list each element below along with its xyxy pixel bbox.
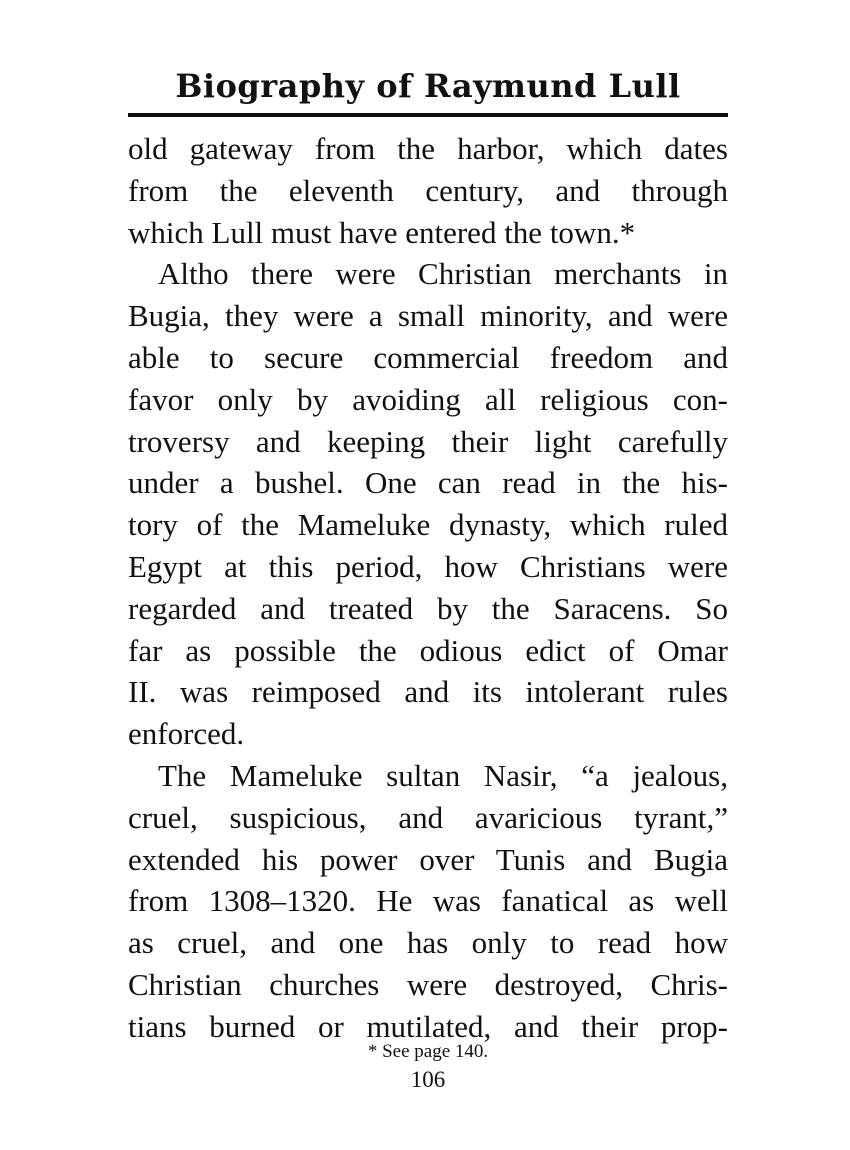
- text-line: which Lull must have entered the town.*: [128, 214, 636, 250]
- page-number: 106: [410, 1067, 446, 1092]
- text-line: regarded and treated by the Saracens. So: [128, 590, 728, 626]
- text-line: far as possible the odious edict of Omar: [128, 632, 728, 668]
- text-line: extended his power over Tunis and Bugia: [128, 841, 728, 877]
- header-rule: [128, 113, 728, 117]
- text-line: Altho there were Christian merchants in: [158, 256, 728, 292]
- running-head: Biography of Raymund Lull: [175, 67, 681, 105]
- text-line: The Mameluke sultan Nasir, “a jealous,: [158, 757, 728, 793]
- text-line: cruel, suspicious, and avaricious tyrant,”: [128, 799, 728, 835]
- text-line: troversy and keeping their light carefully: [128, 423, 728, 459]
- text-line: as cruel, and one has only to read how: [128, 925, 728, 961]
- text-line: from 1308–1320. He was fanatical as well: [128, 883, 728, 919]
- text-line: Bugia, they were a small minority, and were: [128, 298, 728, 334]
- text-line: old gateway from the harbor, which dates: [128, 131, 728, 166]
- text-line: enforced.: [128, 716, 245, 752]
- text-line: Christian churches were destroyed, Chris-: [128, 966, 728, 1002]
- text-line: II. was reimposed and its intolerant rules: [128, 674, 728, 710]
- text-line: tory of the Mameluke dynasty, which ruled: [128, 507, 728, 543]
- text-line: favor only by avoiding all religious con-: [128, 381, 728, 417]
- text-line: Egypt at this period, how Christians were: [128, 548, 728, 584]
- text-line: tians burned or mutilated, and their prop-: [128, 1008, 728, 1044]
- footnote: * See page 140.: [367, 1041, 489, 1062]
- body-text: [128, 128, 728, 1048]
- text-line: from the eleventh century, and through: [128, 172, 728, 208]
- text-line: under a bushel. One can read in the his-: [128, 465, 728, 501]
- text-line: able to secure commercial freedom and: [128, 339, 728, 375]
